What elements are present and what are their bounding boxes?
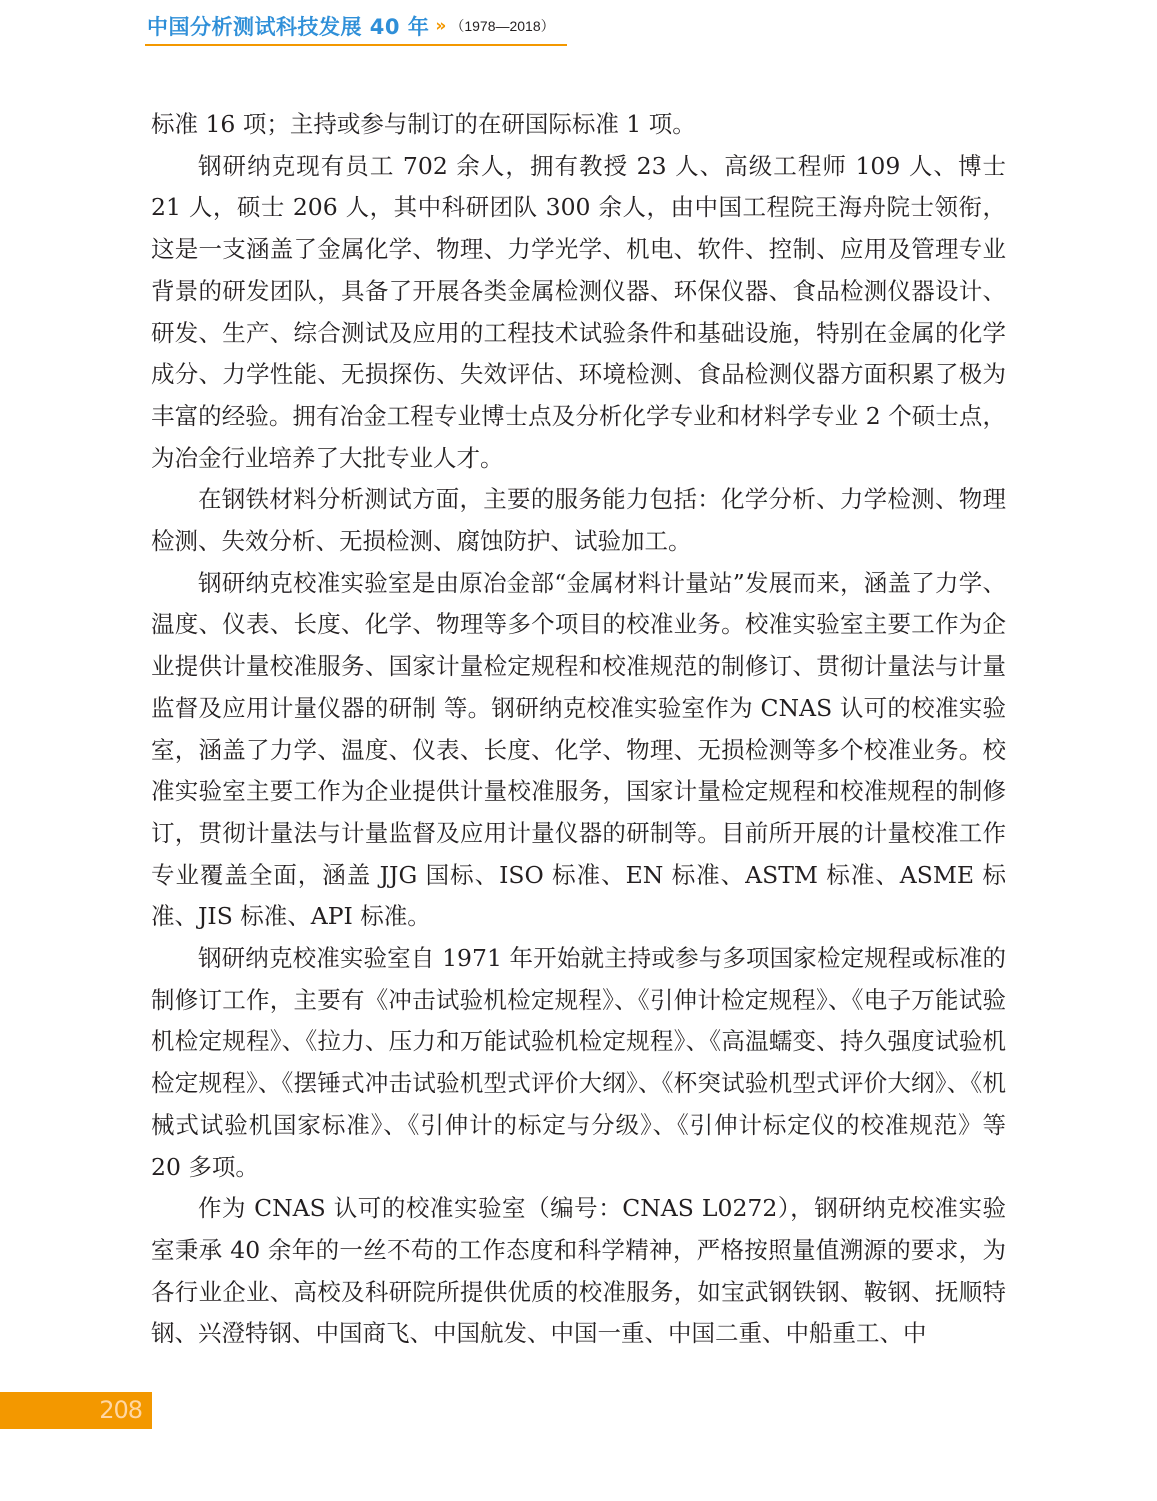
paragraph-calibration-lab: 钢研纳克校准实验室是由原冶金部“金属材料计量站”发展而来，涵盖了力学、温度、仪表、长度、化学、物理等多个项目的校准业务。校准实验室主要工作为企业提供计量校准服务、国家计量检定规程和校准规范的制修订、贯彻计量法与计量监督及应用计量仪器的研制 等。钢研纳克校准实验室作为 CNAS 认可的校准实验室，涵盖了力学、温度、仪表、长度、化学、物理、无损检测等多个校准业务。校准实验室主要工作为企业提供计量校准服务，国家计量检定规程和校准规程的制修订，贯彻计量法与计量监督及应用计量仪器的研制等。目前所开展的计量校准工作专业覆盖全面，涵盖 JJG 国标、ISO 标准、EN 标准、ASTM 标准、ASME 标准、JIS 标准、API 标准。 [151, 568, 1006, 931]
page-number: 208 [0, 1392, 152, 1429]
header-underline [145, 44, 567, 46]
paragraph-standards: 钢研纳克校准实验室自 1971 年开始就主持或参与多项国家检定规程或标准的制修订工作，主要有《冲击试验机检定规程》、《引伸计检定规程》、《电子万能试验机检定规程》、《拉力、压力和万能试验机检定规程》、《高温蠕变、持久强度试验机检定规程》、《摆锤式冲击试验机型式评价大纲》、《杯突试验机型式评价大纲》、《机械式试验机国家标准》、《引伸计的标定与分级》、《引伸计标定仪的校准规范》等 20 多项。 [151, 944, 1006, 1181]
year-range: （1978—2018） [450, 18, 555, 34]
paragraph-services: 在钢铁材料分析测试方面，主要的服务能力包括：化学分析、力学检测、物理检测、失效分析、无损检测、腐蚀防护、试验加工。 [151, 485, 1006, 556]
running-header [147, 10, 555, 42]
body-text [151, 104, 1006, 1355]
paragraph-cnas: 作为 CNAS 认可的校准实验室（编号：CNAS L0272），钢研纳克校准实验室秉承 40 余年的一丝不苟的工作态度和科学精神，严格按照量值溯源的要求，为各行业企业、高校及科研院所提供优质的校准服务，如宝武钢铁钢、鞍钢、抚顺特钢、兴澄特钢、中国商飞、中国航发、中国一重、中国二重、中船重工、中 [151, 1194, 1006, 1348]
paragraph-continued: 标准 16 项；主持或参与制订的在研国际标准 1 项。 [151, 110, 696, 138]
double-chevron-icon: » [435, 16, 447, 36]
book-title: 中国分析测试科技发展 40 年 [147, 15, 430, 39]
paragraph-staff: 钢研纳克现有员工 702 余人，拥有教授 23 人、高级工程师 109 人、博士 21 人，硕士 206 人，其中科研团队 300 余人，由中国工程院王海舟院士领衔，这是一支涵盖了金属化学、物理、力学光学、机电、软件、控制、应用及管理专业背景的研发团队，具备了开展各类金属检测仪器、环保仪器、食品检测仪器设计、研发、生产、综合测试及应用的工程技术试验条件和基础设施，特别在金属的化学成分、力学性能、无损探伤、失效评估、环境检测、食品检测仪器方面积累了极为丰富的经验。拥有冶金工程专业博士点及分析化学专业和材料学专业 2 个硕士点，为冶金行业培养了大批专业人才。 [151, 151, 1006, 472]
